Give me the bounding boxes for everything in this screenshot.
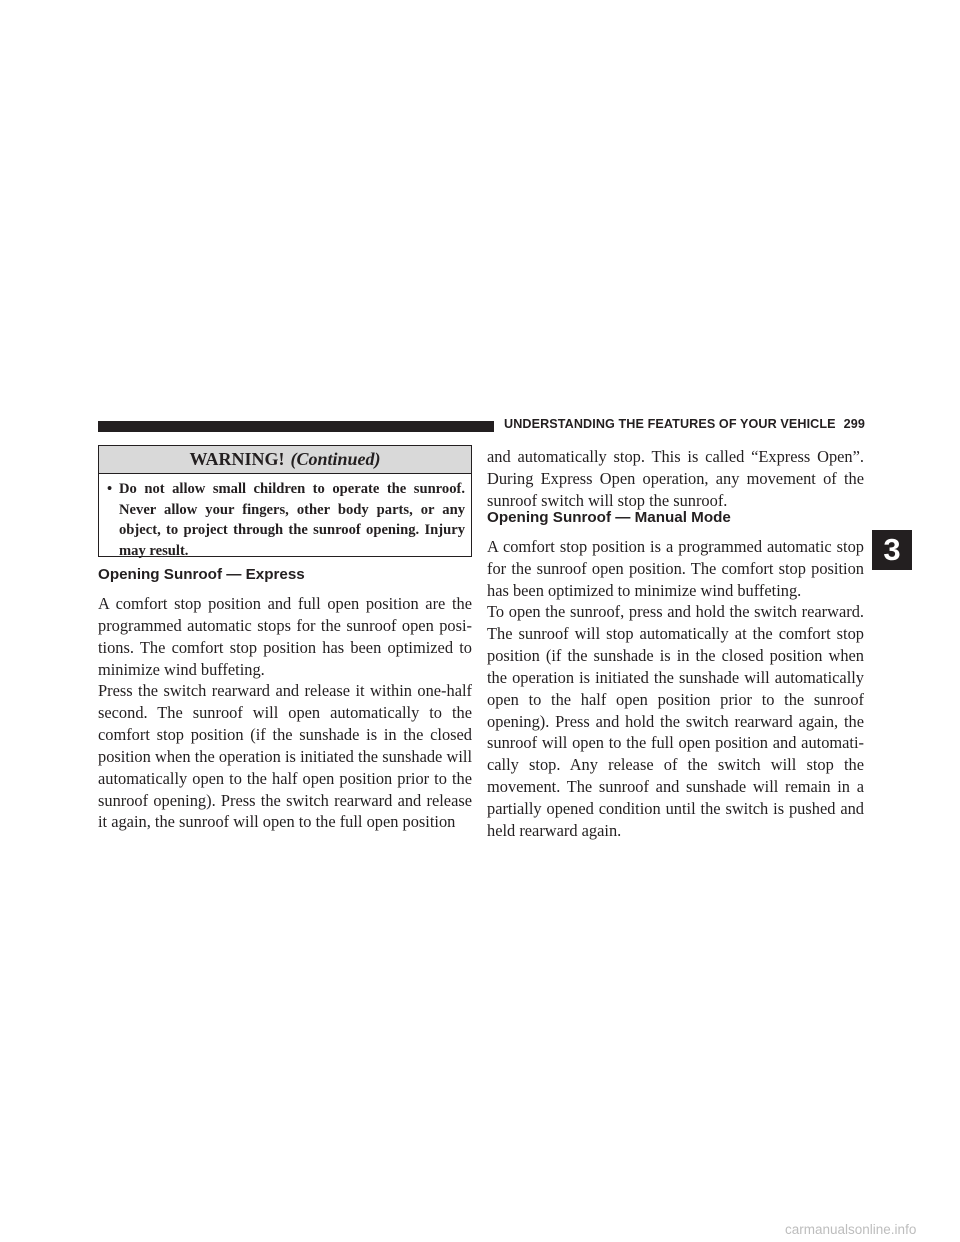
express-paragraph-1: A comfort stop position and full open position are the programmed automatic stops for the sunroof open posi-tions. The comfort stop position has been optimized to minimize wind buffeting. [98, 594, 472, 679]
chapter-tab: 3 [872, 530, 912, 570]
section-heading-express: Opening Sunroof — Express [98, 566, 305, 583]
bullet-marker: • [107, 481, 113, 497]
page-number: 299 [843, 417, 865, 431]
warning-header [99, 446, 471, 474]
warning-continued: (Continued) [290, 449, 381, 469]
warning-box [98, 445, 472, 557]
express-paragraph-2: Press the switch rearward and release it within one-half second. The sunroof will open automatically to the comfort stop position (if the sunshade is in the closed position when the operation is initiated the sunshade will automatically open to the half open position prior to the sunroof opening). Press the switch rearward and release it again, the sunroof will open to the full open position [98, 681, 472, 832]
section-heading-manual: Opening Sunroof — Manual Mode [487, 509, 731, 526]
header-rule [98, 421, 494, 432]
warning-text: Do not allow small children to operate the sunroof. Never allow your fingers, other body parts, or any object, to project through the sunroof opening. Injury may result. [119, 481, 465, 559]
manual-paragraph-1: A comfort stop position is a programmed automatic stop for the sunroof open position. The comfort stop position has been optimized to minimize wind buffeting. [487, 537, 864, 600]
manual-paragraph-2: To open the sunroof, press and hold the switch rearward. The sunroof will stop automatically at the comfort stop position (if the sunshade is in the closed position when the operation is initiated the sunshade will automatically open to the half open position prior to the sunroof opening). Press and hold the switch rearward again, the sunroof will open to the full open position and automati-cally stop. Any release of the switch will stop the movement. The sunroof and sunshade will remain in a partially opened condition until the switch is pushed and held rearward again. [487, 602, 864, 841]
section-title: UNDERSTANDING THE FEATURES OF YOUR VEHICLE [504, 417, 836, 431]
running-header [504, 417, 865, 431]
watermark: carmanualsonline.info [785, 1222, 917, 1237]
warning-title: WARNING! [189, 449, 285, 469]
express-continuation: and automatically stop. This is called “Express Open”. During Express Open operation, any movement of the sunroof switch will stop the sunroof. [487, 447, 864, 510]
warning-body [99, 474, 471, 561]
